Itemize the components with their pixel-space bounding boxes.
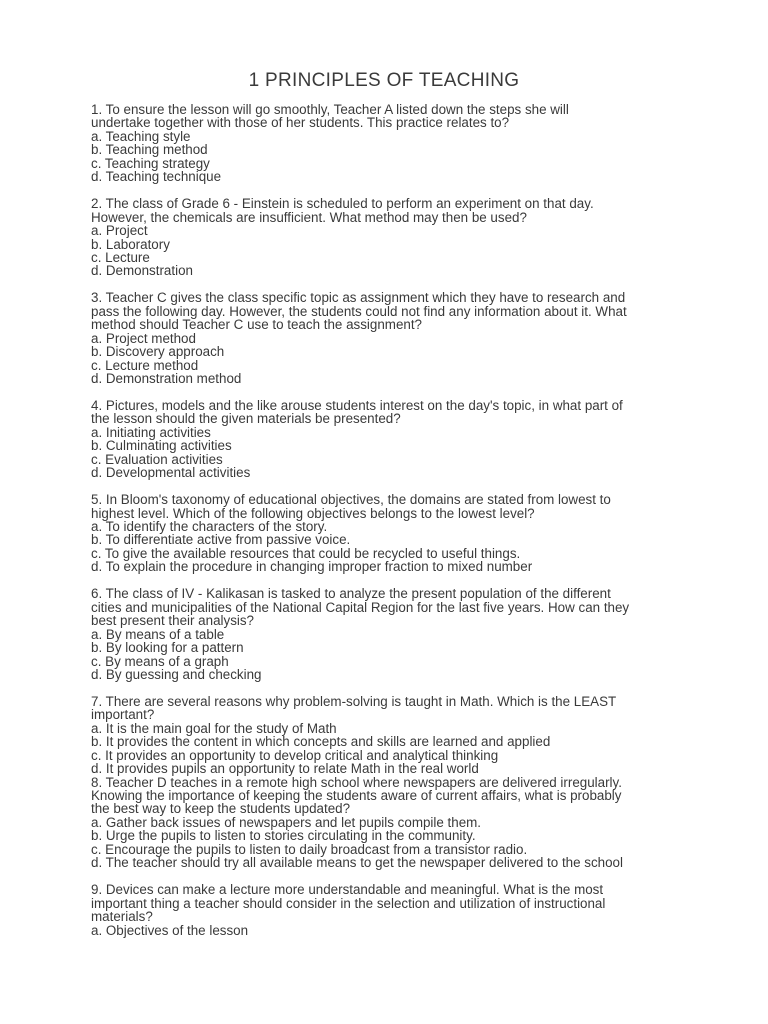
question-text: best present their analysis? [91, 613, 255, 629]
question-text: 5. In Bloom's taxonomy of educational objectives, the domains are stated from lowest to [91, 492, 611, 508]
answer-option: c. Encourage the pupils to listen to daily broadcast from a transistor radio. [91, 841, 528, 857]
answer-option: a. Project method [91, 330, 196, 346]
question-text: pass the following day. However, the students could not find any information about it. What [91, 303, 627, 319]
answer-option: a. To identify the characters of the story. [91, 518, 328, 534]
question-item [91, 695, 691, 776]
answer-option: d. The teacher should try all available means to get the newspaper delivered to the school [91, 855, 623, 871]
answer-option: d. Demonstration method [91, 371, 242, 387]
answer-option: b. Culminating activities [91, 438, 232, 454]
answer-option: c. By means of a graph [91, 653, 229, 669]
answer-option: d. It provides pupils an opportunity to relate Math in the real world [91, 761, 479, 777]
answer-option: d. Demonstration [91, 263, 193, 279]
question-text: undertake together with those of her students. This practice relates to? [91, 115, 510, 131]
answer-option: d. Developmental activities [91, 465, 251, 481]
answer-option: a. Initiating activities [91, 424, 211, 440]
question-text: materials? [91, 909, 153, 925]
question-text: the lesson should the given materials be presented? [91, 411, 401, 427]
answer-option: b. To differentiate active from passive voice. [91, 532, 351, 548]
question-item [91, 493, 691, 574]
answer-option: c. To give the available resources that could be recycled to useful things. [91, 545, 521, 561]
answer-option: b. By looking for a pattern [91, 640, 244, 656]
answer-option: a. It is the main goal for the study of Math [91, 720, 337, 736]
question-text: 6. The class of IV - Kalikasan is tasked to analyze the present population of the different [91, 586, 611, 602]
question-text: 9. Devices can make a lecture more understandable and meaningful. What is the most [91, 882, 604, 898]
question-text: important? [91, 707, 155, 723]
page-title: 1 PRINCIPLES OF TEACHING [248, 70, 520, 91]
answer-option: d. Teaching technique [91, 169, 222, 185]
answer-option: a. Teaching style [91, 128, 191, 144]
answer-option: d. By guessing and checking [91, 666, 262, 682]
answer-option: b. Teaching method [91, 142, 208, 158]
question-text: 3. Teacher C gives the class specific topic as assignment which they have to research and [91, 290, 626, 306]
question-text: highest level. Which of the following objectives belongs to the lowest level? [91, 505, 535, 521]
answer-option: c. Teaching strategy [91, 155, 210, 171]
question-item [91, 399, 691, 480]
answer-option: b. Laboratory [91, 236, 170, 252]
answer-option: b. Discovery approach [91, 344, 225, 360]
question-item [91, 103, 691, 184]
question-text: Knowing the importance of keeping the students aware of current affairs, what is probably [91, 788, 622, 804]
question-item [91, 587, 691, 681]
question-text: 4. Pictures, models and the like arouse students interest on the day's topic, in what part of [91, 397, 623, 413]
question-text: 1. To ensure the lesson will go smoothly, Teacher A listed down the steps she will [91, 102, 569, 117]
question-item [91, 883, 691, 937]
answer-option: d. To explain the procedure in changing improper fraction to mixed number [91, 559, 533, 575]
answer-option: a. Project [91, 223, 148, 239]
question-item [91, 197, 691, 278]
question-text: 7. There are several reasons why problem-solving is taught in Math. Which is the LEAST [91, 693, 617, 709]
question-list [91, 103, 691, 950]
question-text: important thing a teacher should consider in the selection and utilization of instructional [91, 895, 606, 911]
answer-option: b. Urge the pupils to listen to stories circulating in the community. [91, 828, 476, 844]
answer-option: a. Objectives of the lesson [91, 922, 249, 938]
answer-option: b. It provides the content in which concepts and skills are learned and applied [91, 734, 551, 750]
question-text: the best way to keep the students updated? [91, 801, 351, 817]
question-text: However, the chemicals are insufficient. What method may then be used? [91, 209, 527, 225]
answer-option: c. Lecture method [91, 357, 199, 373]
answer-option: a. Gather back issues of newspapers and let pupils compile them. [91, 814, 482, 830]
answer-option: c. It provides an opportunity to develop critical and analytical thinking [91, 747, 499, 763]
question-text: cities and municipalities of the National Capital Region for the last five years. How can they [91, 599, 630, 615]
answer-option: a. By means of a table [91, 626, 225, 642]
question-item [91, 776, 691, 870]
question-item [91, 291, 691, 385]
question-text: 2. The class of Grade 6 - Einstein is scheduled to perform an experiment on that day. [91, 196, 594, 212]
answer-option: c. Evaluation activities [91, 451, 223, 467]
question-text: 8. Teacher D teaches in a remote high school where newspapers are delivered irregularly. [91, 774, 622, 790]
question-text: method should Teacher C use to teach the assignment? [91, 317, 423, 333]
answer-option: c. Lecture [91, 249, 150, 265]
